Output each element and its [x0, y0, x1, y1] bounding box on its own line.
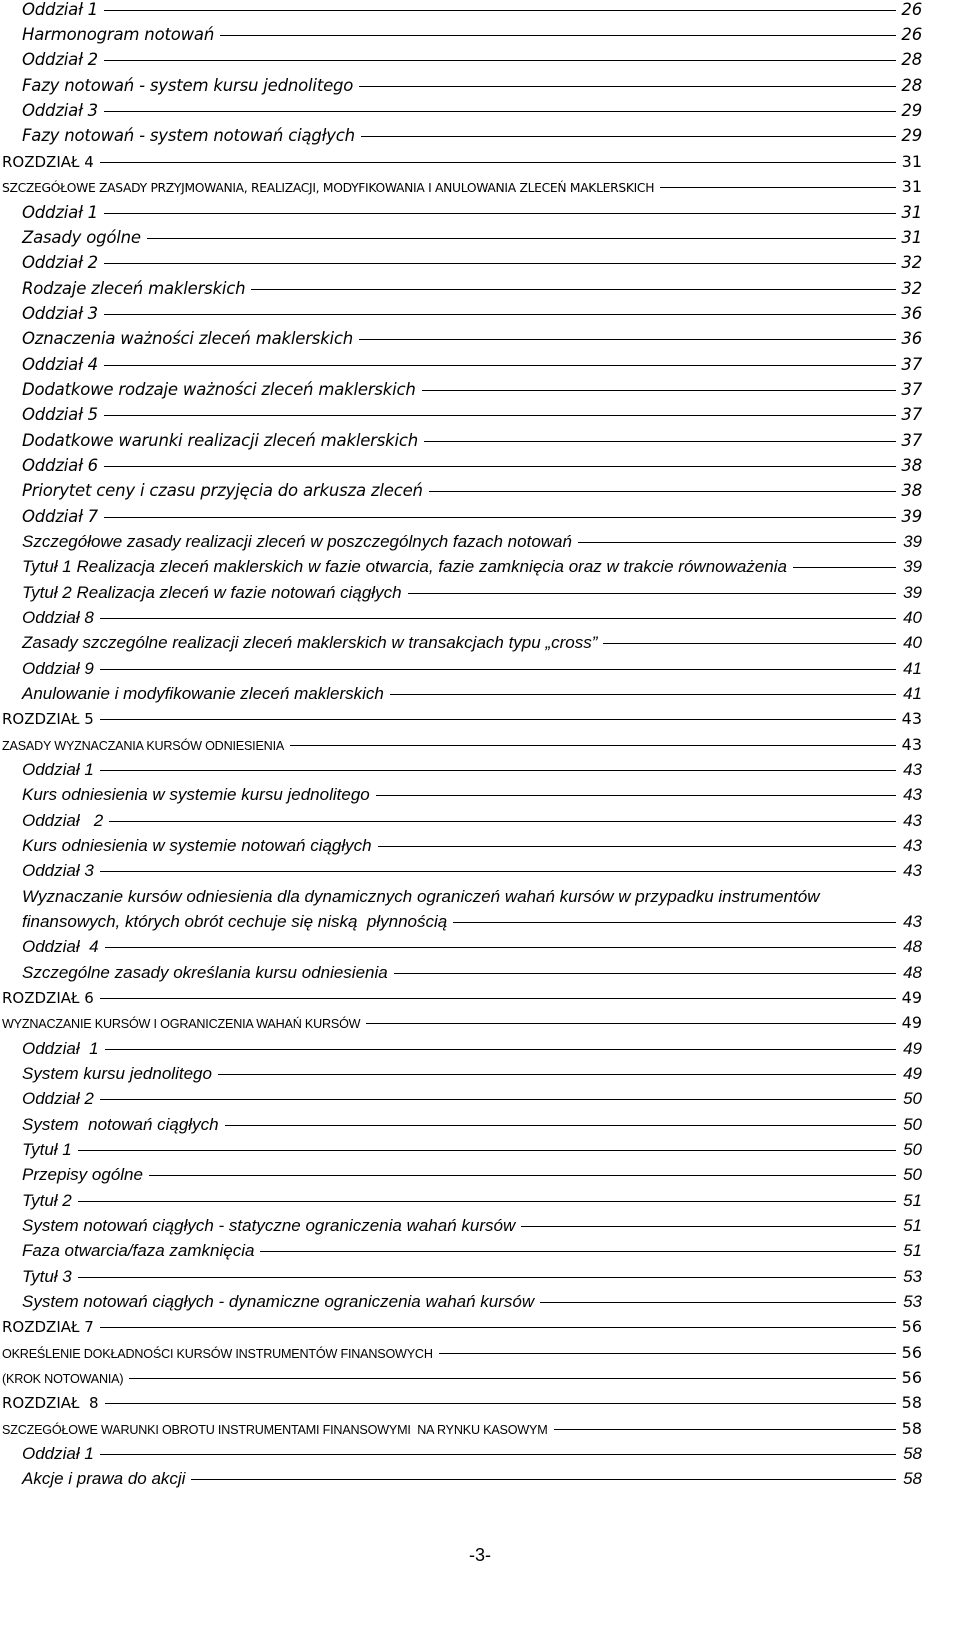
entry-page: 51: [903, 1216, 922, 1235]
entry-title: Oznaczenia ważności zleceń maklerskich: [22, 329, 354, 348]
entry-leader: [439, 1353, 896, 1354]
entry-page: 48: [903, 963, 922, 982]
entry-leader: [578, 542, 896, 543]
entry-leader: [105, 947, 896, 948]
entry-leader: [109, 821, 896, 822]
toc-entry[interactable]: [22, 937, 922, 963]
entry-title: Tytuł 1 Realizacja zleceń maklerskich w fazie otwarcia, fazie zamknięcia oraz w trakcie równoważenia: [22, 557, 787, 576]
toc-entry[interactable]: [22, 355, 922, 381]
entry-leader: [78, 1277, 896, 1278]
toc-entry[interactable]: [22, 50, 922, 76]
entry-title: Szczególne zasady określania kursu odniesienia: [22, 963, 388, 982]
entry-title: Oddział 2: [22, 253, 98, 272]
entry-title: System notowań ciągłych - dynamiczne ograniczenia wahań kursów: [22, 1292, 535, 1311]
entry-title: Tytuł 1: [22, 1140, 72, 1159]
entry-leader: [78, 1150, 896, 1151]
entry-leader: [105, 1403, 896, 1404]
entry-page: 37: [901, 431, 922, 450]
chapter-title: ROZDZIAŁ 5: [2, 710, 94, 728]
entry-title: Oddział 9: [22, 659, 94, 678]
entry-page: 49: [903, 1064, 922, 1083]
entry-leader: [225, 1125, 896, 1126]
entry-leader: [220, 35, 896, 36]
entry-leader: [290, 745, 896, 746]
entry-page: 51: [903, 1241, 922, 1260]
entry-page: 39: [903, 583, 922, 602]
toc-chapter[interactable]: [2, 988, 922, 1014]
toc-entry[interactable]: [22, 101, 922, 127]
entry-leader: [603, 643, 896, 644]
entry-title: Kurs odniesienia w systemie notowań ciągłych: [22, 836, 372, 855]
toc-entry[interactable]: [22, 1267, 922, 1293]
toc-entry[interactable]: [22, 861, 922, 887]
toc-entry[interactable]: [22, 228, 922, 254]
entry-page: 49: [903, 1039, 922, 1058]
entry-title: System notowań ciągłych - statyczne ograniczenia wahań kursów: [22, 1216, 516, 1235]
entry-leader: [359, 339, 896, 340]
entry-page: 38: [901, 456, 922, 475]
toc-entry[interactable]: [22, 1444, 922, 1470]
entry-page: 37: [901, 405, 922, 424]
entry-leader: [104, 111, 896, 112]
entry-title: Tytuł 2: [22, 1191, 72, 1210]
entry-title: Dodatkowe rodzaje ważności zleceń maklerskich: [22, 380, 416, 399]
entry-page: 58: [901, 1419, 922, 1438]
entry-page: 39: [903, 532, 922, 551]
chapter-title: ROZDZIAŁ 6: [2, 989, 94, 1007]
toc-entry[interactable]: [22, 684, 922, 710]
entry-page: 37: [901, 380, 922, 399]
entry-page: 37: [901, 355, 922, 374]
entry-page: 32: [901, 279, 922, 298]
toc-entry[interactable]: [22, 836, 922, 862]
entry-title: Oddział 5: [22, 405, 98, 424]
entry-leader: [105, 1049, 896, 1050]
entry-page: 50: [903, 1089, 922, 1108]
toc-chapter-heading[interactable]: [2, 1013, 922, 1039]
chapter-title: ROZDZIAŁ 8: [2, 1394, 99, 1412]
entry-title: Dodatkowe warunki realizacji zleceń maklerskich: [22, 431, 419, 450]
toc-entry[interactable]: [22, 253, 922, 279]
toc-entry[interactable]: [22, 1292, 922, 1318]
entry-page: 36: [901, 329, 922, 348]
entry-title: Oddział 3: [22, 304, 98, 323]
entry-title: Oddział 1: [22, 1444, 94, 1463]
entry-page: 29: [901, 101, 922, 120]
entry-page: 39: [901, 507, 922, 526]
entry-leader: [100, 871, 896, 872]
chapter-heading: (KROK NOTOWANIA): [2, 1372, 124, 1386]
entry-leader: [390, 694, 896, 695]
entry-page: 43: [903, 760, 922, 779]
entry-page: 56: [901, 1317, 922, 1336]
entry-page: 31: [901, 228, 922, 247]
entry-page: 49: [901, 1013, 922, 1032]
entry-leader: [408, 593, 896, 594]
entry-title: Przepisy ogólne: [22, 1165, 143, 1184]
page-number: -3-: [469, 1545, 491, 1565]
chapter-heading: SZCZEGÓŁOWE ZASADY PRZYJMOWANIA, REALIZACJI, MODYFIKOWANIA I ANULOWANIA ZLECEŃ MAKLERSKICH: [2, 181, 655, 195]
entry-leader: [218, 1074, 896, 1075]
entry-page: 58: [903, 1444, 922, 1463]
entry-title: Oddział 4: [22, 355, 98, 374]
entry-leader: [100, 998, 896, 999]
entry-page: 29: [901, 126, 922, 145]
entry-leader: [100, 1454, 896, 1455]
toc-entry[interactable]: [22, 203, 922, 229]
toc-entry[interactable]: [22, 608, 922, 634]
entry-leader: [540, 1302, 896, 1303]
entry-leader: [104, 263, 896, 264]
entry-leader: [104, 10, 896, 11]
entry-title: Harmonogram notowań: [22, 25, 215, 44]
entry-title: Zasady szczególne realizacji zleceń maklerskich w transakcjach typu „cross”: [22, 633, 598, 652]
entry-title: System notowań ciągłych: [22, 1115, 219, 1134]
chapter-title: ROZDZIAŁ 7: [2, 1318, 94, 1336]
entry-leader: [366, 1023, 896, 1024]
entry-page: 43: [903, 861, 922, 880]
entry-page: 51: [903, 1191, 922, 1210]
entry-title: Priorytet ceny i czasu przyjęcia do arkusza zleceń: [22, 481, 423, 500]
entry-page: 26: [901, 0, 922, 19]
entry-leader: [359, 86, 896, 87]
toc-entry[interactable]: [22, 633, 922, 659]
entry-page: 41: [903, 659, 922, 678]
entry-page: 50: [903, 1140, 922, 1159]
entry-title: Oddział 1: [22, 1039, 99, 1058]
entry-leader: [361, 136, 896, 137]
entry-title: Oddział 2: [22, 811, 104, 830]
entry-leader: [100, 162, 896, 163]
toc-entry[interactable]: [22, 557, 922, 583]
entry-page: 49: [901, 988, 922, 1007]
entry-title: Oddział 1: [22, 203, 98, 222]
entry-leader: [104, 213, 896, 214]
chapter-heading: SZCZEGÓŁOWE WARUNKI OBROTU INSTRUMENTAMI FINANSOWYMI NA RYNKU KASOWYM: [2, 1423, 548, 1437]
entry-leader: [104, 415, 896, 416]
toc-chapter[interactable]: [2, 1393, 922, 1419]
entry-page: 40: [903, 608, 922, 627]
entry-page: 36: [901, 304, 922, 323]
entry-title: Tytuł 3: [22, 1267, 72, 1286]
entry-title: Zasady ogólne: [22, 228, 141, 247]
entry-leader: [104, 466, 896, 467]
toc-chapter[interactable]: [2, 709, 922, 735]
toc-entry[interactable]: [22, 1216, 922, 1242]
entry-page: 26: [901, 25, 922, 44]
toc-entry[interactable]: [22, 1089, 922, 1115]
toc-entry[interactable]: [22, 329, 922, 355]
entry-page: 56: [901, 1343, 922, 1362]
entry-page: 43: [903, 912, 922, 931]
entry-page: 38: [901, 481, 922, 500]
entry-page: 58: [901, 1393, 922, 1412]
entry-page: 28: [901, 76, 922, 95]
entry-leader: [149, 1175, 896, 1176]
toc-entry[interactable]: [22, 1469, 922, 1495]
entry-leader: [554, 1429, 896, 1430]
entry-leader: [100, 669, 896, 670]
toc-entry[interactable]: [22, 1165, 922, 1191]
entry-leader: [104, 365, 896, 366]
toc-entry[interactable]: [22, 126, 922, 152]
toc-entry[interactable]: [22, 1064, 922, 1090]
toc-entry[interactable]: [22, 380, 922, 406]
entry-page: 43: [903, 811, 922, 830]
entry-leader: [260, 1251, 896, 1252]
chapter-heading: OKREŚLENIE DOKŁADNOŚCI KURSÓW INSTRUMENTÓW FINANSOWYCH: [2, 1347, 433, 1361]
entry-leader: [100, 770, 896, 771]
toc-entry[interactable]: [22, 1140, 922, 1166]
entry-title: Oddział 1: [22, 760, 94, 779]
chapter-title: ROZDZIAŁ 4: [2, 153, 94, 171]
entry-leader: [191, 1479, 896, 1480]
entry-page: 50: [903, 1115, 922, 1134]
entry-page: 28: [901, 50, 922, 69]
entry-leader: [100, 618, 896, 619]
entry-leader: [378, 846, 896, 847]
toc-entry[interactable]: [22, 481, 922, 507]
entry-page: 32: [901, 253, 922, 272]
entry-leader: [129, 1378, 896, 1379]
entry-leader: [104, 314, 896, 315]
entry-title: Fazy notowań - system notowań ciągłych: [22, 126, 355, 145]
chapter-heading: ZASADY WYZNACZANIA KURSÓW ODNIESIENIA: [2, 739, 285, 753]
toc-entry[interactable]: [22, 1115, 922, 1141]
toc-chapter-heading[interactable]: [2, 1343, 922, 1369]
entry-title: Anulowanie i modyfikowanie zleceń maklerskich: [22, 684, 384, 703]
toc-entry[interactable]: [22, 279, 922, 305]
entry-title: Oddział 3: [22, 861, 94, 880]
entry-page: 31: [901, 177, 922, 196]
entry-title: Oddział 8: [22, 608, 94, 627]
toc-entry[interactable]: [22, 532, 922, 558]
entry-leader: [100, 719, 896, 720]
toc-entry[interactable]: [22, 583, 922, 609]
toc-entry[interactable]: [22, 431, 922, 457]
toc-chapter-heading[interactable]: [2, 177, 922, 203]
toc-entry[interactable]: [22, 963, 922, 989]
entry-page: 40: [903, 633, 922, 652]
entry-page: 50: [903, 1165, 922, 1184]
entry-title: Rodzaje zleceń maklerskich: [22, 279, 246, 298]
toc-chapter[interactable]: [2, 152, 922, 178]
entry-leader: [424, 441, 896, 442]
entry-page: 53: [903, 1267, 922, 1286]
entry-leader: [793, 567, 896, 568]
toc-entry[interactable]: [22, 912, 922, 938]
toc-entry[interactable]: [22, 659, 922, 685]
entry-page: 39: [903, 557, 922, 576]
entry-leader: [104, 517, 896, 518]
entry-title: Szczegółowe zasady realizacji zleceń w poszczególnych fazach notowań: [22, 532, 572, 551]
entry-leader: [394, 973, 896, 974]
toc-entry[interactable]: [22, 304, 922, 330]
entry-leader: [521, 1226, 896, 1227]
entry-title: Oddział 1: [22, 0, 98, 19]
entry-leader: [78, 1201, 896, 1202]
toc-entry[interactable]: [22, 760, 922, 786]
entry-page: 56: [901, 1368, 922, 1387]
toc-chapter-heading[interactable]: [2, 735, 922, 761]
entry-page: 43: [901, 735, 922, 754]
toc-entry[interactable]: [22, 1039, 922, 1065]
entry-title: Oddział 3: [22, 101, 98, 120]
entry-title: Oddział 7: [22, 507, 98, 526]
toc-entry[interactable]: [22, 1241, 922, 1267]
entry-leader: [100, 1327, 896, 1328]
entry-title: Oddział 4: [22, 937, 99, 956]
entry-page: 41: [903, 684, 922, 703]
toc-entry[interactable]: [22, 76, 922, 102]
entry-title: Oddział 2: [22, 1089, 94, 1108]
toc-entry-line1[interactable]: Wyznaczanie kursów odniesienia dla dynamicznych ograniczeń wahań kursów w przypadku instrumentów: [22, 887, 820, 906]
toc-entry[interactable]: [22, 25, 922, 51]
entry-title: Akcje i prawa do akcji: [22, 1469, 186, 1488]
entry-page: 53: [903, 1292, 922, 1311]
entry-leader: [422, 390, 896, 391]
toc-chapter-heading[interactable]: [2, 1419, 922, 1445]
entry-leader: [429, 491, 896, 492]
toc-entry[interactable]: [22, 811, 922, 837]
toc-entry[interactable]: [22, 405, 922, 431]
entry-leader: [104, 60, 896, 61]
entry-leader: [100, 1099, 896, 1100]
entry-title: Oddział 2: [22, 50, 98, 69]
entry-title: Fazy notowań - system kursu jednolitego: [22, 76, 354, 95]
entry-page: 31: [901, 152, 922, 171]
entry-title: System kursu jednolitego: [22, 1064, 212, 1083]
toc-entry[interactable]: [22, 507, 922, 533]
entry-page: 43: [901, 709, 922, 728]
entry-title: Faza otwarcia/faza zamknięcia: [22, 1241, 255, 1260]
entry-leader: [660, 187, 896, 188]
entry-title: Tytuł 2 Realizacja zleceń w fazie notowań ciągłych: [22, 583, 402, 602]
toc-entry[interactable]: [22, 0, 922, 26]
entry-page: 43: [903, 836, 922, 855]
entry-title: Oddział 6: [22, 456, 98, 475]
toc-chapter-heading[interactable]: [2, 1368, 922, 1394]
entry-page: 31: [901, 203, 922, 222]
entry-leader: [453, 922, 896, 923]
entry-title: Kurs odniesienia w systemie kursu jednolitego: [22, 785, 370, 804]
entry-leader: [376, 795, 896, 796]
entry-page: 58: [903, 1469, 922, 1488]
chapter-heading: WYZNACZANIE KURSÓW I OGRANICZENIA WAHAŃ KURSÓW: [2, 1017, 361, 1031]
entry-leader: [147, 238, 896, 239]
entry-page: 43: [903, 785, 922, 804]
entry-title: finansowych, których obrót cechuje się niską płynnością: [22, 912, 448, 931]
toc-chapter[interactable]: [2, 1317, 922, 1343]
toc-entry[interactable]: [22, 456, 922, 482]
entry-leader: [251, 289, 896, 290]
entry-page: 48: [903, 937, 922, 956]
toc-entry[interactable]: [22, 1191, 922, 1217]
toc-entry[interactable]: [22, 785, 922, 811]
